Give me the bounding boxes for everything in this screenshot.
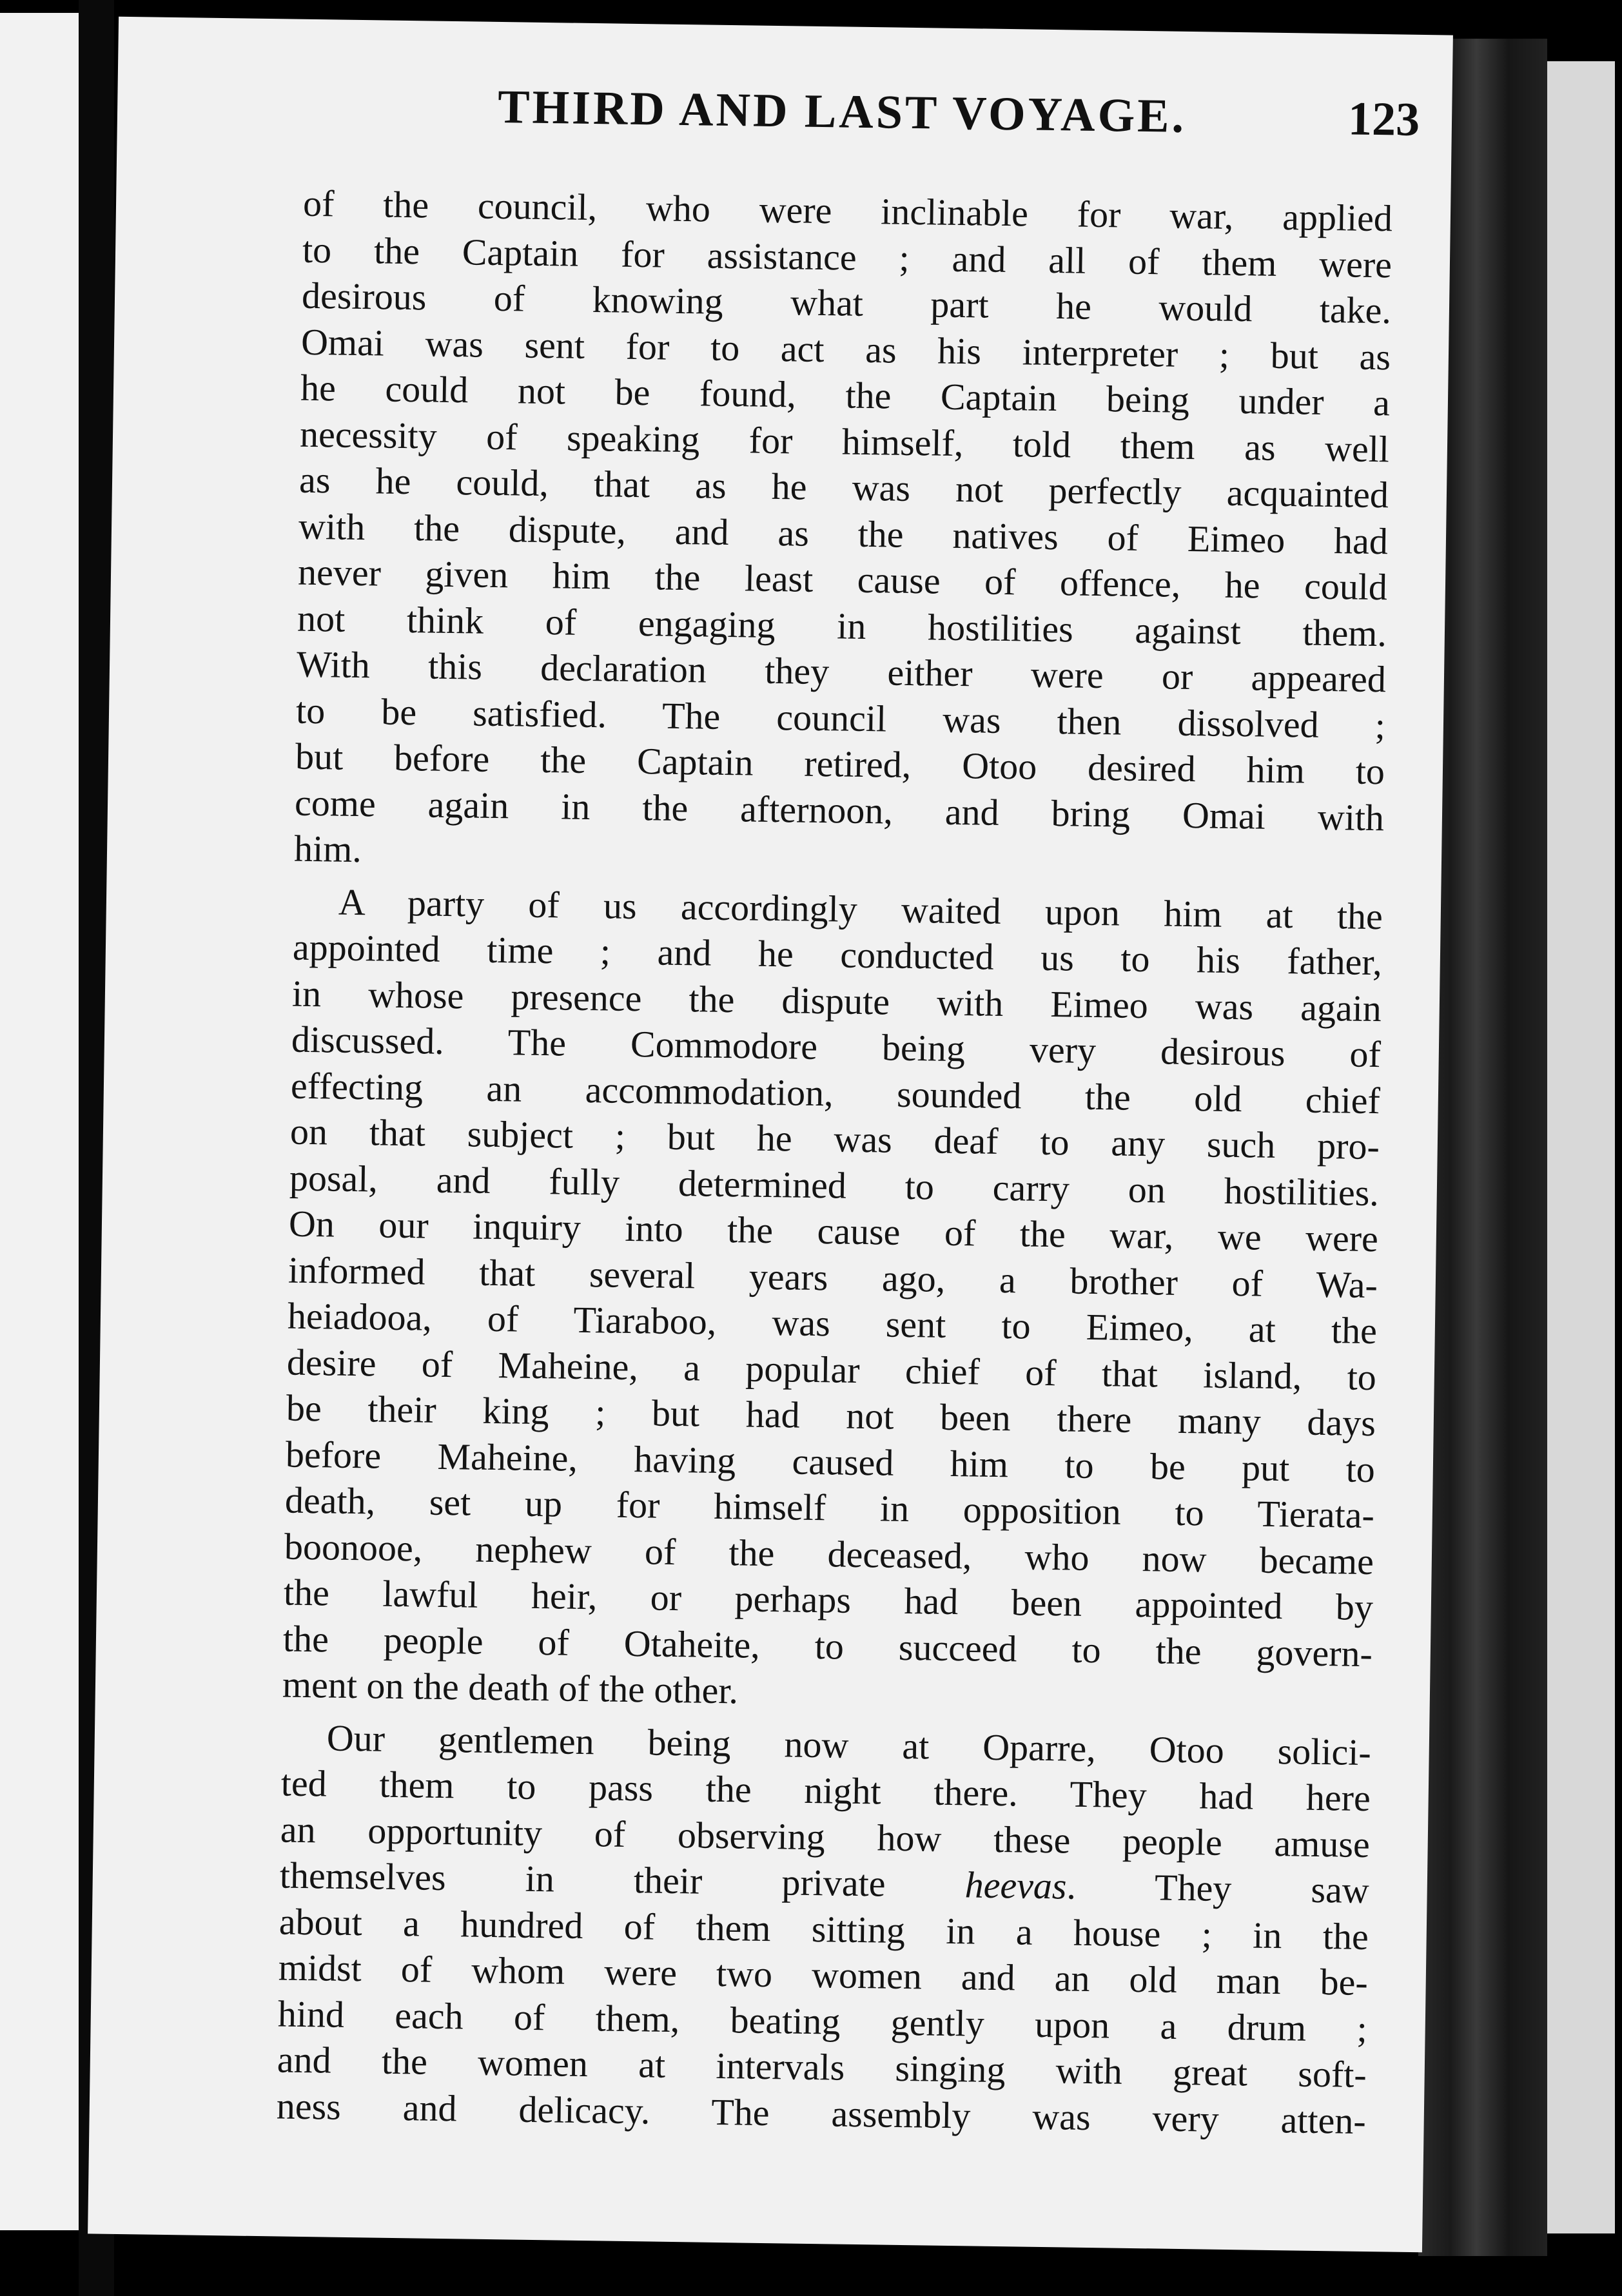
text-line: on that subject ; but he was deaf to any such pro- (289, 1110, 1380, 1168)
text-run: . They saw (1066, 1865, 1370, 1912)
text-line: midst of whom were two women and an old man be- (278, 1946, 1369, 2004)
text-line: of the council, who were inclinable for war, applied (302, 182, 1393, 240)
text-line: heiadooa, of Tiaraboo, was sent to Eimeo, at the (287, 1294, 1378, 1352)
text-line: necessity of speaking for himself, told them as well (299, 413, 1390, 470)
text-line: ness and delicacy. The assembly was very atten- (276, 2084, 1367, 2142)
text-line: he could not be found, the Captain being under a (300, 366, 1391, 424)
scan-border (1547, 61, 1615, 2233)
page-number: 123 (1347, 92, 1420, 146)
text-line: ted them to pass the night there. They had here (280, 1762, 1371, 1820)
text-line: in whose presence the dispute with Eimeo was again (291, 972, 1382, 1029)
text-line: never given him the least cause of offence, he could (297, 550, 1388, 608)
text-line: informed that several years ago, a brother of Wa- (288, 1249, 1378, 1306)
paragraph (282, 878, 1383, 1722)
text-line: On our inquiry into the cause of the war, we were (288, 1202, 1379, 1260)
facing-page-edge (0, 13, 79, 2230)
text-line: with the dispute, and as the natives of Eimeo had (298, 505, 1389, 562)
book-page (88, 17, 1453, 2253)
text-line: desire of Maheine, a popular chief of that island, to (286, 1341, 1377, 1398)
text-line: Our gentlemen being now at Oparre, Otoo solici- (326, 1716, 1372, 1773)
text-line: Omai was sent for to act as his interpreter ; but as (300, 320, 1391, 378)
text-line: hind each of them, beating gently upon a drum ; (277, 1992, 1368, 2050)
body-text (276, 180, 1392, 2144)
text-line: the people of Otaheite, to succeed to the govern- (282, 1617, 1373, 1675)
text-line: desirous of knowing what part he would take. (301, 274, 1392, 332)
text-line: come again in the afternoon, and bring Omai with (294, 781, 1385, 839)
text-line: the lawful heir, or perhaps had been appointed by (283, 1571, 1374, 1629)
paragraph (276, 1714, 1371, 2144)
text-line: death, set up for himself in opposition to Tierata- (284, 1479, 1375, 1537)
running-head (329, 77, 1420, 164)
paragraph (294, 180, 1393, 887)
text-line: appointed time ; and he conducted us to his father, (292, 926, 1383, 984)
text-line: about a hundred of them sitting in a house ; in the (278, 1900, 1369, 1958)
text-line: him. (293, 827, 362, 871)
text-line: be their king ; but had not been there many days (286, 1386, 1376, 1445)
text-line: an opportunity of observing how these people amuse (280, 1807, 1371, 1865)
text-line: to the Captain for assistance ; and all of them were (302, 228, 1392, 286)
text-line: With this declaration they either were or appeared (296, 643, 1387, 701)
text-line: A party of us accordingly waited upon him at the (338, 880, 1383, 937)
text-line: and the women at intervals singing with great soft- (277, 2038, 1367, 2096)
text-line: discussed. The Commodore being very desirous of (291, 1018, 1382, 1076)
text-line: but before the Captain retired, Otoo desired him to (295, 735, 1385, 793)
text-line: to be satisfied. The council was then dissolved ; (295, 689, 1386, 746)
text-line: effecting an accommodation, sounded the old chief (290, 1064, 1381, 1122)
running-title: THIRD AND LAST VOYAGE. (497, 80, 1187, 143)
text-line: as he could, that as he was not perfectly acquainted (298, 458, 1389, 516)
italic-term: heevas (964, 1863, 1067, 1907)
text-line: before Maheine, having caused him to be put to (285, 1433, 1376, 1490)
text-line: posal, and fully determined to carry on hostilities. (289, 1156, 1380, 1214)
text-run: themselves in their private (279, 1854, 966, 1906)
text-line: boonooe, nephew of the deceased, who now became (284, 1525, 1374, 1582)
text-line: ment on the death of the other. (282, 1663, 739, 1712)
text-line: not think of engaging in hostilities against them. (297, 597, 1387, 654)
